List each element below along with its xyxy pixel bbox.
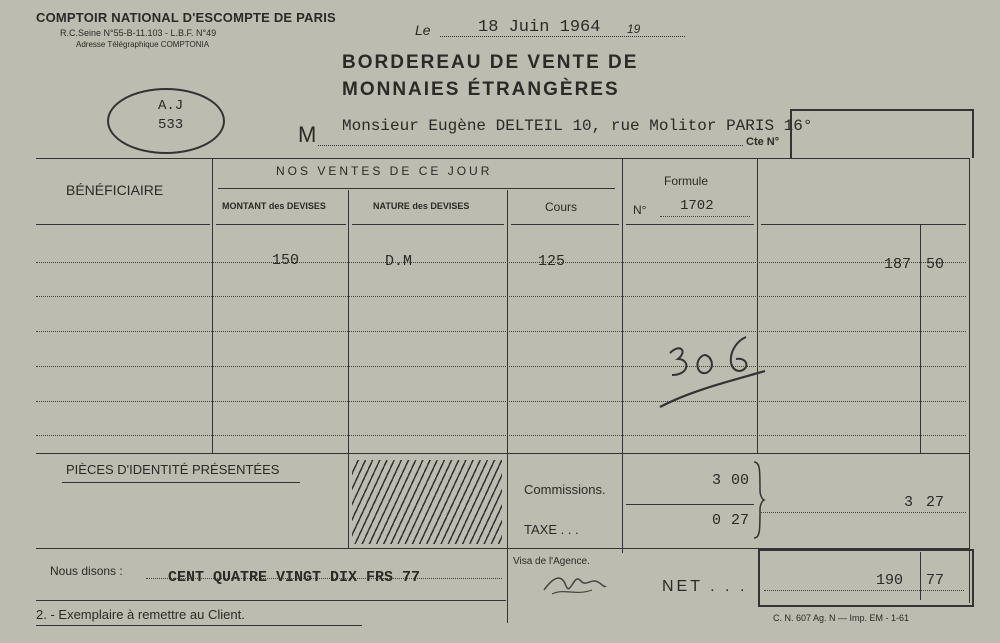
account-box xyxy=(790,109,974,158)
agent-stamp-code: A.J xyxy=(158,98,184,114)
tax-francs: 0 xyxy=(712,512,722,529)
formula-no-line xyxy=(660,216,750,217)
tax-cents: 27 xyxy=(731,512,750,529)
agency-visa-label: Visa de l'Agence. xyxy=(513,556,590,567)
fees-total-francs: 3 xyxy=(904,494,914,511)
handwritten-annotation xyxy=(650,325,780,415)
bank-registration: R.C.Seine N°55-B-11.103 - L.B.F. N°49 xyxy=(60,28,217,38)
fees-total-line xyxy=(761,512,966,513)
row-line xyxy=(36,262,966,263)
row-nature: D.M xyxy=(385,253,413,270)
col-divider-2 xyxy=(348,190,349,453)
formula-label: Formule xyxy=(664,174,709,188)
fees-rule xyxy=(626,504,754,505)
row-line xyxy=(36,435,966,436)
commissions-cents: 00 xyxy=(731,472,750,489)
net-cents-divider xyxy=(920,552,921,600)
header-rule-formula xyxy=(626,224,754,225)
agent-stamp-number: 533 xyxy=(158,117,184,133)
net-cents: 77 xyxy=(926,572,945,589)
cents-divider xyxy=(920,225,921,453)
account-label: Cte N° xyxy=(746,136,780,148)
amount-header: MONTANT des DEVISES xyxy=(222,201,326,211)
bottom-divider-2 xyxy=(507,453,508,623)
words-bottom-rule xyxy=(36,600,506,601)
row-line xyxy=(36,401,966,402)
header-rule-rate xyxy=(511,224,619,225)
client-line xyxy=(318,145,743,146)
document-title-line1: BORDEREAU DE VENTE DE xyxy=(342,52,639,73)
agency-signature xyxy=(540,566,610,600)
row-line xyxy=(36,331,966,332)
row-line xyxy=(36,366,966,367)
header-rule-nature xyxy=(352,224,504,225)
nature-header: NATURE des DEVISES xyxy=(373,201,470,211)
copy-note: 2. - Exemplaire à remettre au Client. xyxy=(36,607,245,622)
date-prefix: Le xyxy=(415,22,431,38)
net-label: NET . . . xyxy=(662,578,748,595)
bottom-divider-1 xyxy=(348,453,349,548)
header-rule-total xyxy=(761,224,966,225)
bottom-section-rule xyxy=(36,453,970,454)
id-documents-label: PIÈCES D'IDENTITÉ PRÉSENTÉES xyxy=(66,462,280,477)
rate-header: Cours xyxy=(545,200,578,214)
bank-telegraph-address: Adresse Télégraphique COMPTONIA xyxy=(76,40,210,49)
net-line xyxy=(764,590,964,591)
date-year-prefix: 19 xyxy=(627,22,641,36)
row-rate: 125 xyxy=(538,253,566,270)
amount-in-words-label: Nous disons : xyxy=(50,564,123,578)
col-divider-1 xyxy=(212,158,213,453)
row-total-cents: 50 xyxy=(926,256,945,273)
fees-brace xyxy=(752,460,766,540)
sales-group-header: NOS VENTES DE CE JOUR xyxy=(276,164,493,178)
header-rule-beneficiary xyxy=(36,224,210,225)
row-amount: 150 xyxy=(272,252,300,269)
row-total-francs: 187 xyxy=(884,256,912,273)
document-title-line2: MONNAIES ÉTRANGÈRES xyxy=(342,79,620,100)
handwritten-value xyxy=(670,332,672,333)
client-name: Monsieur Eugène DELTEIL 10, rue Molitor PARIS 16° xyxy=(342,117,813,135)
col-divider-3 xyxy=(507,190,508,453)
id-label-underline xyxy=(62,482,300,483)
commissions-francs: 3 xyxy=(712,472,722,489)
copy-note-underline xyxy=(36,625,362,626)
print-reference: C. N. 607 Ag. N — Imp. EM - 1-61 xyxy=(773,613,910,623)
client-prefix: M xyxy=(298,122,317,147)
group-header-rule xyxy=(218,188,615,189)
tax-label: TAXE . . . xyxy=(524,522,579,537)
table-right-rule xyxy=(969,158,970,603)
commissions-label: Commissions. xyxy=(524,482,606,497)
header-rule-amount xyxy=(216,224,346,225)
amount-in-words: CENT QUATRE VINGT DIX FRS 77 xyxy=(168,569,421,586)
fees-total-cents: 27 xyxy=(926,494,945,511)
table-top-rule xyxy=(36,158,970,159)
col-divider-4 xyxy=(622,158,623,553)
hatched-area xyxy=(352,460,502,544)
net-francs: 190 xyxy=(876,572,904,589)
date-value: 18 Juin 1964 xyxy=(478,18,601,37)
beneficiary-header: BÉNÉFICIAIRE xyxy=(66,182,164,198)
row-line xyxy=(36,296,966,297)
bank-name: COMPTOIR NATIONAL D'ESCOMPTE DE PARIS xyxy=(36,10,336,25)
formula-no-label: N° xyxy=(633,203,647,217)
formula-number: 1702 xyxy=(680,198,714,214)
